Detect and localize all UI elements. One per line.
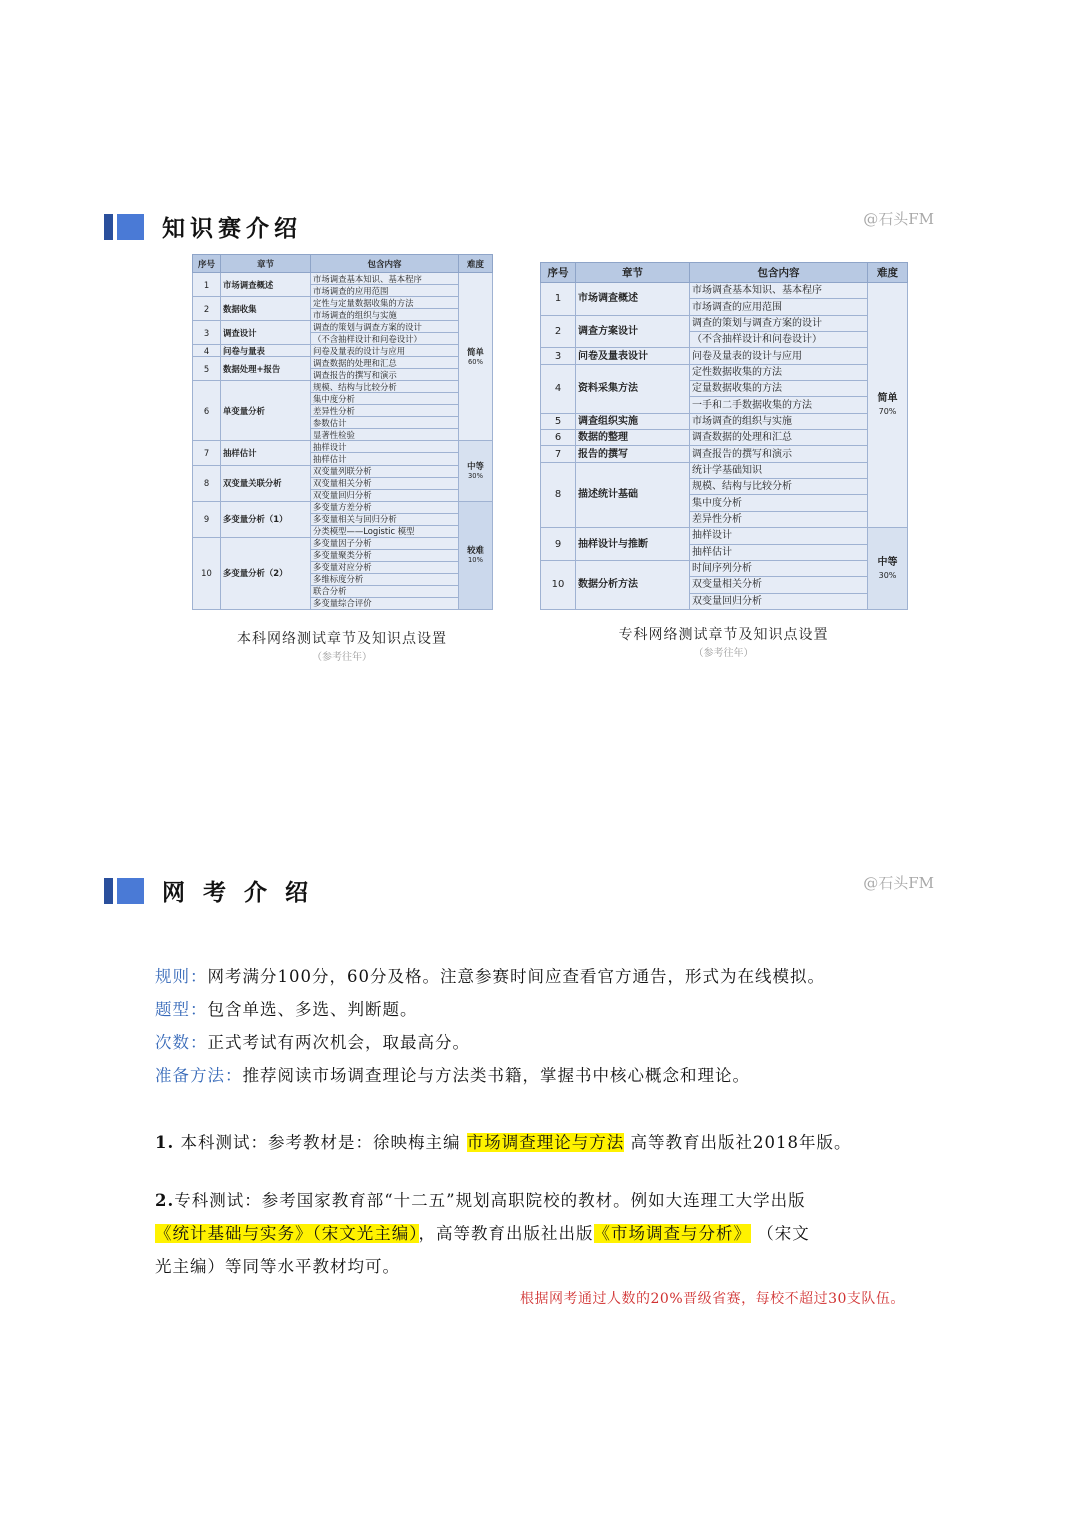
- chapter-name: 双变量关联分析: [221, 465, 311, 501]
- paragraph-text: 本科测试：参考教材是：徐映梅主编: [180, 1133, 461, 1152]
- watermark: @石头FM: [863, 210, 934, 228]
- college-chapter-table: [540, 262, 907, 610]
- content-item: 差异性分析: [690, 511, 868, 527]
- paragraph-text: 高等教育出版社2018年版。: [630, 1133, 852, 1152]
- difficulty-percent: 70%: [878, 407, 897, 417]
- table-row: [541, 528, 908, 544]
- table-row: [193, 357, 493, 369]
- content-item: 时间序列分析: [690, 560, 868, 576]
- table-row: [193, 321, 493, 333]
- table-row: [541, 462, 908, 478]
- section-bar-icon: [104, 214, 144, 240]
- table-row: [541, 348, 908, 364]
- chapter-number: 5: [193, 357, 221, 381]
- header-content: 包含内容: [311, 255, 459, 273]
- chapter-name: 抽样设计与推断: [576, 528, 690, 561]
- content-item: 市场调查的应用范围: [311, 285, 459, 297]
- watermark: @石头FM: [863, 874, 934, 892]
- header-content: 包含内容: [690, 263, 868, 283]
- undergrad-textbook-paragraph: [155, 1126, 851, 1159]
- chapter-number: 10: [541, 560, 576, 609]
- section-header-online-exam: [104, 870, 934, 910]
- paragraph-text: 专科测试：参考国家教育部“十二五”规划高职院校的教材。例如大连理工大学出版: [174, 1191, 806, 1210]
- chapter-number: 10: [193, 537, 221, 609]
- section-title: 网 考 介 绍: [162, 880, 314, 906]
- content-item: 抽样估计: [311, 453, 459, 465]
- header-difficulty: 难度: [459, 255, 493, 273]
- rule-text: 包含单选、多选、判断题。: [207, 1000, 418, 1019]
- chapter-number: 8: [193, 465, 221, 501]
- table-row: [541, 446, 908, 462]
- paragraph-text: （宋文: [757, 1224, 810, 1243]
- content-item: 双变量相关分析: [311, 477, 459, 489]
- difficulty-label: 简单: [467, 346, 484, 357]
- content-item: 多变量聚类分析: [311, 549, 459, 561]
- table-row: [193, 501, 493, 513]
- content-item: 调查数据的处理和汇总: [311, 357, 459, 369]
- chapter-number: 9: [193, 501, 221, 537]
- header-chapter: 章节: [221, 255, 311, 273]
- highlighted-book-title: 《统计基础与实务》（宋文光主编）: [155, 1224, 419, 1243]
- rule-text: 正式考试有两次机会，取最高分。: [207, 1033, 470, 1052]
- table1-subcaption: （参考往年）: [312, 652, 372, 663]
- content-item: 分类模型——Logistic 模型: [311, 525, 459, 537]
- content-item: 规模、结构与比较分析: [311, 381, 459, 393]
- table-row: [541, 413, 908, 429]
- difficulty-label: 简单: [877, 393, 898, 405]
- header-no: 序号: [193, 255, 221, 273]
- chapter-name: 数据收集: [221, 297, 311, 321]
- chapter-number: 7: [193, 441, 221, 465]
- content-item: 双变量回归分析: [311, 489, 459, 501]
- table-row: [193, 465, 493, 477]
- table-row: [541, 283, 908, 299]
- table-row: [541, 315, 908, 331]
- rule-label: 准备方法：: [155, 1066, 243, 1085]
- chapter-name: 数据分析方法: [576, 560, 690, 609]
- chapter-number: 7: [541, 446, 576, 462]
- chapter-name: 问卷与量表: [221, 345, 311, 357]
- table-row: [193, 297, 493, 309]
- chapter-number: 4: [193, 345, 221, 357]
- undergrad-chapter-table: [192, 254, 492, 610]
- chapter-number: 2: [193, 297, 221, 321]
- content-item: 抽样设计: [311, 441, 459, 453]
- chapter-name: 市场调查概述: [221, 273, 311, 297]
- content-item: 抽样估计: [690, 544, 868, 560]
- difficulty-label: 中等: [467, 461, 484, 472]
- difficulty-percent: 30%: [468, 472, 483, 481]
- content-item: 定量数据收集的方法: [690, 381, 868, 397]
- content-item: 差异性分析: [311, 405, 459, 417]
- chapter-name: 调查组织实施: [576, 413, 690, 429]
- difficulty-cell: [459, 441, 493, 501]
- chapter-name: 调查方案设计: [576, 315, 690, 348]
- rule-label: 规则：: [155, 967, 208, 986]
- content-item: 多变量综合评价: [311, 597, 459, 609]
- chapter-name: 问卷及量表设计: [576, 348, 690, 364]
- difficulty-label: 中等: [877, 556, 898, 568]
- chapter-name: 报告的撰写: [576, 446, 690, 462]
- chapter-number: 3: [541, 348, 576, 364]
- content-item: 双变量列联分析: [311, 465, 459, 477]
- difficulty-cell: [459, 501, 493, 609]
- college-textbook-paragraph: [155, 1184, 875, 1283]
- section-title: 知识赛介绍: [162, 216, 302, 242]
- difficulty-percent: 10%: [468, 556, 483, 565]
- content-item: 规模、结构与比较分析: [690, 479, 868, 495]
- difficulty-label: 较难: [467, 545, 484, 556]
- chapter-name: 市场调查概述: [576, 283, 690, 316]
- content-item: 调查数据的处理和汇总: [690, 430, 868, 446]
- paragraph-number: 1.: [155, 1133, 175, 1152]
- rule-label: 次数：: [155, 1033, 208, 1052]
- header-difficulty: 难度: [868, 263, 908, 283]
- table-row: [541, 364, 908, 380]
- chapter-name: 多变量分析（2）: [221, 537, 311, 609]
- chapter-number: 1: [541, 283, 576, 316]
- chapter-number: 2: [541, 315, 576, 348]
- section-header-knowledge: [104, 206, 934, 246]
- header-no: 序号: [541, 263, 576, 283]
- table2-subcaption: （参考往年）: [693, 648, 754, 659]
- highlighted-book-title: 《市场调查与分析》: [593, 1224, 751, 1243]
- content-item: 市场调查的应用范围: [690, 299, 868, 315]
- content-item: 统计学基础知识: [690, 462, 868, 478]
- content-item: 多维标度分析: [311, 573, 459, 585]
- table1-caption: 本科网络测试章节及知识点设置: [237, 631, 447, 647]
- table-row: [541, 430, 908, 446]
- table-row: [193, 273, 493, 285]
- content-item: 双变量回归分析: [690, 593, 868, 609]
- content-item: 多变量因子分析: [311, 537, 459, 549]
- chapter-number: 1: [193, 273, 221, 297]
- chapter-name: 资料采集方法: [576, 364, 690, 413]
- content-item: 集中度分析: [311, 393, 459, 405]
- content-item: （不含抽样设计和问卷设计）: [690, 332, 868, 348]
- chapter-number: 6: [541, 430, 576, 446]
- chapter-name: 描述统计基础: [576, 462, 690, 527]
- table-row: [541, 560, 908, 576]
- content-item: 显著性检验: [311, 429, 459, 441]
- chapter-number: 3: [193, 321, 221, 345]
- advancement-note: 根据网考通过人数的20%晋级省赛，每校不超过30支队伍。: [520, 1291, 905, 1307]
- table-row: [193, 381, 493, 393]
- content-item: 市场调查基本知识、基本程序: [311, 273, 459, 285]
- rule-row: [155, 1026, 955, 1059]
- header-chapter: 章节: [576, 263, 690, 283]
- content-item: 市场调查的组织与实施: [311, 309, 459, 321]
- chapter-name: 抽样估计: [221, 441, 311, 465]
- highlighted-book-title: 市场调查理论与方法: [466, 1133, 625, 1152]
- rule-label: 题型：: [155, 1000, 208, 1019]
- rule-text: 推荐阅读市场调查理论与方法类书籍，掌握书中核心概念和理论。: [242, 1066, 750, 1085]
- difficulty-cell: [868, 528, 908, 610]
- paragraph-text: 光主编）等同等水平教材均可。: [155, 1257, 400, 1276]
- section-bar-icon: [104, 878, 144, 904]
- difficulty-cell: [868, 283, 908, 528]
- content-item: 定性数据收集的方法: [690, 364, 868, 380]
- content-item: 定性与定量数据收集的方法: [311, 297, 459, 309]
- chapter-name: 数据的整理: [576, 430, 690, 446]
- chapter-name: 调查设计: [221, 321, 311, 345]
- table2-caption: 专科网络测试章节及知识点设置: [618, 627, 829, 643]
- content-item: 双变量相关分析: [690, 577, 868, 593]
- rule-row: [155, 960, 955, 993]
- content-item: 一手和二手数据收集的方法: [690, 397, 868, 413]
- content-item: （不含抽样设计和问卷设计）: [311, 333, 459, 345]
- rule-row: [155, 993, 955, 1026]
- chapter-name: 单变量分析: [221, 381, 311, 441]
- chapter-name: 多变量分析（1）: [221, 501, 311, 537]
- content-item: 调查的策划与调查方案的设计: [311, 321, 459, 333]
- table-row: [193, 537, 493, 549]
- table-row: [193, 441, 493, 453]
- content-item: 调查报告的撰写和演示: [690, 446, 868, 462]
- content-item: 市场调查的组织与实施: [690, 413, 868, 429]
- difficulty-cell: [459, 273, 493, 441]
- content-item: 多变量对应分析: [311, 561, 459, 573]
- content-item: 调查报告的撰写和演示: [311, 369, 459, 381]
- content-item: 问卷及量表的设计与应用: [311, 345, 459, 357]
- content-item: 参数估计: [311, 417, 459, 429]
- paragraph-text: ，高等教育出版社出版: [418, 1224, 594, 1243]
- content-item: 多变量相关与回归分析: [311, 513, 459, 525]
- content-item: 调查的策划与调查方案的设计: [690, 315, 868, 331]
- rule-row: [155, 1059, 955, 1092]
- difficulty-percent: 30%: [878, 570, 897, 580]
- paragraph-number: 2.: [155, 1191, 175, 1210]
- content-item: 问卷及量表的设计与应用: [690, 348, 868, 364]
- chapter-number: 5: [541, 413, 576, 429]
- chapter-number: 6: [193, 381, 221, 441]
- content-item: 集中度分析: [690, 495, 868, 511]
- chapter-number: 4: [541, 364, 576, 413]
- content-item: 市场调查基本知识、基本程序: [690, 283, 868, 299]
- content-item: 抽样设计: [690, 528, 868, 544]
- rule-text: 网考满分100分，60分及格。注意参赛时间应查看官方通告，形式为在线模拟。: [207, 967, 825, 986]
- exam-rules: [155, 960, 955, 1092]
- content-item: 多变量方差分析: [311, 501, 459, 513]
- difficulty-percent: 60%: [468, 357, 483, 366]
- chapter-number: 9: [541, 528, 576, 561]
- chapter-name: 数据处理+报告: [221, 357, 311, 381]
- content-item: 联合分析: [311, 585, 459, 597]
- chapter-number: 8: [541, 462, 576, 527]
- table-row: [193, 345, 493, 357]
